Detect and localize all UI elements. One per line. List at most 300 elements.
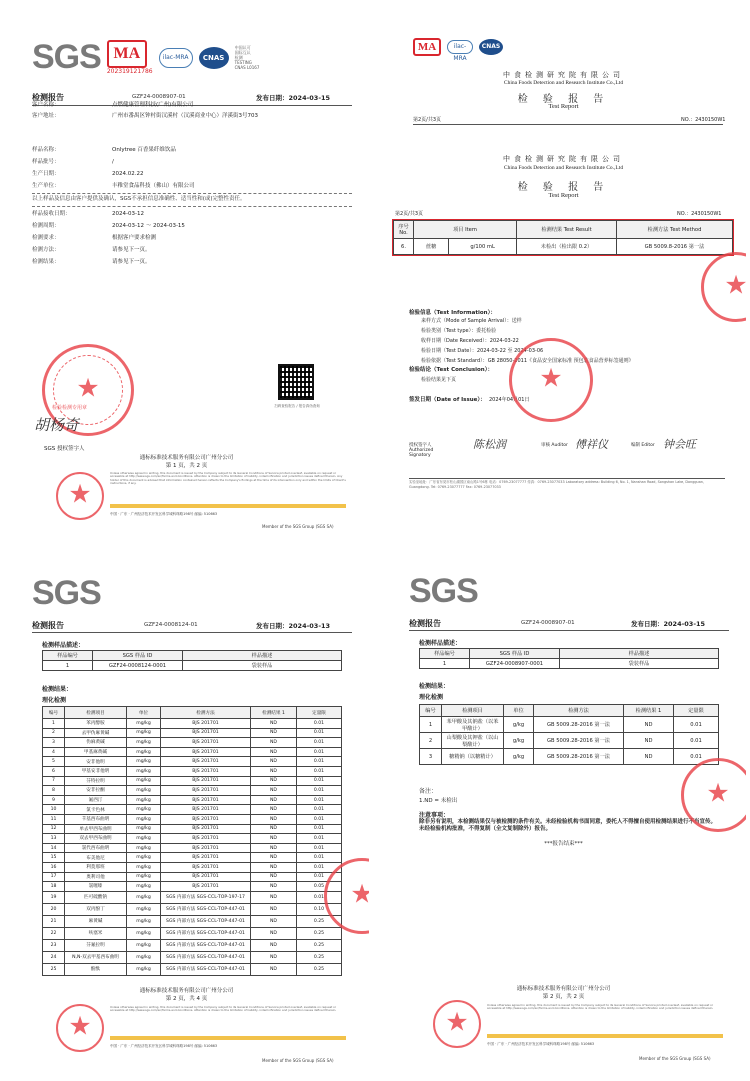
table-cell: 0.01 bbox=[297, 891, 342, 903]
sample-table bbox=[42, 650, 342, 671]
footer-rule bbox=[409, 478, 725, 479]
table-cell: mg/kg bbox=[127, 824, 161, 834]
table-header bbox=[394, 221, 733, 239]
report-number: GZF24-0008907-01 bbox=[132, 94, 186, 100]
table-cell: 0.01 bbox=[297, 786, 342, 796]
table-cell: ND bbox=[251, 915, 297, 927]
table-cell: 糖精钠（以糖精计） bbox=[442, 749, 504, 765]
cnas-caption-line: 检测 bbox=[234, 55, 243, 60]
table-cell: GB 5009.28-2016 第一法 bbox=[534, 749, 624, 765]
table-row bbox=[43, 824, 342, 834]
info-value: 2024-03-22 bbox=[489, 338, 519, 344]
table-cell: ND bbox=[624, 749, 674, 765]
field-value: 丰稚堂食品科技（佛山）有限公司 bbox=[112, 183, 195, 189]
field-label: 检测方法： bbox=[32, 247, 60, 253]
table-cell: 19 bbox=[43, 891, 65, 903]
table-cell: mg/kg bbox=[127, 757, 161, 767]
client-address: 广州市番禺区钟村街汉溪村（汉溪商业中心）洋溪街3号703 bbox=[112, 113, 258, 119]
divider bbox=[32, 193, 352, 194]
table-cell: BJS 201701 bbox=[161, 814, 251, 824]
table-cell: mg/kg bbox=[127, 795, 161, 805]
col-header: 单位 bbox=[127, 707, 161, 719]
table-cell: 安非他明 bbox=[65, 757, 127, 767]
col-header: 检测方法 bbox=[534, 705, 624, 717]
conclusion-text: 检验结果见下页 bbox=[421, 377, 457, 383]
table-cell: ND bbox=[251, 843, 297, 853]
member-note: Member of the SGS Group (SGS SA) bbox=[262, 524, 334, 529]
table-cell: 23 bbox=[43, 939, 65, 951]
table-cell: GB 5009.28-2016 第一法 bbox=[534, 733, 624, 749]
terms-bar bbox=[110, 1036, 346, 1040]
table-row bbox=[43, 728, 342, 738]
table-cell: 氯卡色林 bbox=[65, 805, 127, 815]
table-row bbox=[43, 915, 342, 927]
table-cell: mg/kg bbox=[127, 882, 161, 892]
table-cell: 5 bbox=[43, 757, 65, 767]
table-cell: ND bbox=[251, 939, 297, 951]
client-addr-row bbox=[32, 110, 258, 122]
table-cell: mg/kg bbox=[127, 776, 161, 786]
report-title-en: Test Report bbox=[548, 103, 579, 110]
table-row bbox=[43, 757, 342, 767]
table-cell: mg/kg bbox=[127, 853, 161, 863]
table-cell: 0.25 bbox=[297, 915, 342, 927]
field-label: 客户名称： bbox=[32, 102, 60, 108]
table-cell: ND bbox=[251, 814, 297, 824]
table-cell: ND bbox=[251, 728, 297, 738]
field-value: 2024.02.22 bbox=[112, 171, 144, 177]
table-row bbox=[43, 834, 342, 844]
table-cell: 芬氟拉明 bbox=[65, 939, 127, 951]
table-cell: 0.01 bbox=[297, 824, 342, 834]
info-value: 委托检验 bbox=[476, 328, 497, 334]
issue-date: 2024年04月01日 bbox=[489, 397, 530, 403]
table-cell: 氯噻嗪 bbox=[65, 882, 127, 892]
table-cell: 0.01 bbox=[297, 738, 342, 748]
table-cell: mg/kg bbox=[127, 747, 161, 757]
table-cell: mg/kg bbox=[127, 951, 161, 963]
report-title-cn: 检 验 报 告 bbox=[517, 182, 610, 193]
footer-seal bbox=[433, 1000, 481, 1048]
field-row bbox=[32, 180, 195, 192]
lab-address: 实验室地址：广东省东莞市松山湖园区南山路1号6栋 电话：0769-23077777 传真：0769-23077033 Laboratory address: Building 6, No. 1, Nanshan Road, Songshan Lake, Dongguan, Guangdong. Tel: 0769-23077777 Fax: 0769-23077033 bbox=[409, 480, 704, 489]
table-cell: ND bbox=[251, 795, 297, 805]
table-cell: ND bbox=[251, 882, 297, 892]
table-cell: 伪麻黄碱 bbox=[65, 738, 127, 748]
table-cell: ND bbox=[251, 862, 297, 872]
table-row bbox=[420, 717, 719, 733]
field-value: 2024-03-12 ～ 2024-03-15 bbox=[112, 223, 185, 229]
table-cell: mg/kg bbox=[127, 805, 161, 815]
cnas-caption-line: 中国认可 bbox=[234, 45, 251, 50]
cma-mark: MA bbox=[107, 40, 147, 68]
table-cell: mg/kg bbox=[127, 766, 161, 776]
cell-result: 未检出（检出限 0.2） bbox=[517, 239, 617, 255]
table-cell: ND bbox=[251, 927, 297, 939]
col-header: 样品描述 bbox=[183, 651, 342, 661]
table-cell: g/kg bbox=[504, 733, 534, 749]
logo-row bbox=[32, 38, 259, 77]
org-name-cn: 中食检测研究院有限公司 bbox=[503, 155, 624, 163]
table-cell: BJS 201701 bbox=[161, 719, 251, 729]
field-row bbox=[32, 256, 185, 268]
table-cell: BJS 201701 bbox=[161, 843, 251, 853]
table-row bbox=[43, 963, 342, 975]
table-cell: ND bbox=[624, 717, 674, 733]
footer-company: 通标标准技术服务有限公司广州分公司 bbox=[516, 986, 611, 992]
table-row bbox=[43, 927, 342, 939]
qr-code[interactable] bbox=[278, 364, 314, 400]
table-row bbox=[43, 872, 342, 882]
table-cell: BJS 201701 bbox=[161, 853, 251, 863]
terms-bar bbox=[487, 1034, 723, 1038]
footer-address: 中国 · 广东 · 广州经济技术开发区科学城科珠路198号 邮编: 510663 bbox=[110, 512, 218, 516]
table-cell: 22 bbox=[43, 927, 65, 939]
table-cell: BJS 201701 bbox=[161, 795, 251, 805]
table-cell: BJS 201701 bbox=[161, 766, 251, 776]
info-row bbox=[421, 326, 634, 336]
table-cell: mg/kg bbox=[127, 738, 161, 748]
report-number: GZF24-0008907-01 bbox=[521, 620, 575, 626]
table-cell: 双去甲西布曲明 bbox=[65, 834, 127, 844]
report-page-2-of-2 bbox=[381, 548, 746, 1078]
cnas-caption-line: 国际互认 bbox=[234, 50, 251, 55]
table-cell: GB 5009.28-2016 第一法 bbox=[534, 717, 624, 733]
page-indicator: 第 2 页，共 2 页 bbox=[542, 994, 585, 1000]
table-cell: 苯丙醇胺 bbox=[65, 719, 127, 729]
issue-date-label: 签发日期（Date of Issue）： bbox=[409, 397, 486, 403]
field-row bbox=[32, 156, 195, 168]
col-header: 检测结果 Test Result bbox=[517, 221, 617, 239]
table-row bbox=[43, 843, 342, 853]
table-cell: 0.01 bbox=[297, 853, 342, 863]
table-cell: 氯代西布曲明 bbox=[65, 843, 127, 853]
field-value: / bbox=[112, 159, 114, 165]
table-row bbox=[43, 719, 342, 729]
results-table bbox=[42, 706, 342, 976]
issue-date: 发布日期：2024-03-13 bbox=[256, 622, 331, 630]
info-value: 2024-03-22 至 2024-03-06 bbox=[476, 348, 544, 354]
field-label: 样品接收日期： bbox=[32, 211, 71, 217]
ilac-logo: ilac-MRA bbox=[159, 48, 193, 68]
col-header: 检测结果 1 bbox=[624, 705, 674, 717]
table-cell: mg/kg bbox=[127, 903, 161, 915]
table-cell: mg/kg bbox=[127, 728, 161, 738]
field-row bbox=[32, 144, 195, 156]
report-number: GZF24-0008124-01 bbox=[144, 622, 198, 628]
cnas-caption bbox=[235, 45, 260, 70]
field-value: Onlytree 百香果纤维饮品 bbox=[112, 147, 176, 153]
report-number: NO.：2430150W1 bbox=[681, 117, 726, 123]
table-cell: 11 bbox=[43, 814, 65, 824]
cma-number: 202319121786 bbox=[106, 68, 153, 75]
table-cell: BJS 201701 bbox=[161, 882, 251, 892]
cma-logo bbox=[107, 40, 153, 75]
table-cell: 0.25 bbox=[297, 927, 342, 939]
table-row bbox=[43, 891, 342, 903]
table-cell: SGS 内部方法 SGS-CCL-TOP-197-17 bbox=[161, 891, 251, 903]
table-cell: ND bbox=[251, 776, 297, 786]
table-cell: 12 bbox=[43, 824, 65, 834]
table-header bbox=[420, 649, 719, 659]
sample-table bbox=[419, 648, 719, 669]
table-cell: 0.01 bbox=[297, 872, 342, 882]
col-header: SGS 样品 ID bbox=[470, 649, 560, 659]
table-cell: 0.01 bbox=[297, 747, 342, 757]
col-header: 样品编号 bbox=[420, 649, 470, 659]
cnas-caption-line: CNAS L0167 bbox=[234, 65, 260, 70]
table-cell: 酚酞 bbox=[65, 963, 127, 975]
table-cell: ND bbox=[251, 872, 297, 882]
field-label: 生产单位： bbox=[32, 183, 60, 189]
header-rule bbox=[409, 630, 729, 631]
table-cell: 安非拉酮 bbox=[65, 786, 127, 796]
table-cell: 8 bbox=[43, 786, 65, 796]
table-cell: BJS 201701 bbox=[161, 747, 251, 757]
table-cell: mg/kg bbox=[127, 891, 161, 903]
official-stamp bbox=[701, 252, 746, 322]
footer-seal bbox=[56, 472, 104, 520]
info-value: 送样 bbox=[511, 318, 522, 324]
table-cell: BJS 201701 bbox=[161, 834, 251, 844]
table-cell: 1 bbox=[43, 719, 65, 729]
signature-auditor: 傅祥仪 bbox=[575, 438, 608, 451]
cma-logo: MA bbox=[413, 38, 441, 56]
table-cell: 1 bbox=[420, 717, 442, 733]
table-cell: N,N-双去甲基西布曲明 bbox=[65, 951, 127, 963]
table-cell: ND bbox=[251, 738, 297, 748]
table-cell: 山梨酸及其钾盐（以山梨酸计） bbox=[442, 733, 504, 749]
field-row bbox=[32, 168, 195, 180]
terms-text: Unless otherwise agreed in writing, this document is issued by the Company subject to its General Conditions of Service printed overleaf, available on request or accessible at http://www.sgs.com/en/Terms-and-Conditions. Attention is drawn to the limitation of liability, indemnification and jurisdiction issues defined therein. bbox=[110, 1006, 337, 1013]
sample-desc-title: 检测样品描述： bbox=[419, 640, 462, 647]
table-cell: 0.01 bbox=[297, 757, 342, 767]
table-row bbox=[43, 862, 342, 872]
notice-text: 除非另有说明，本检测结果仅与被检测的条件有关。未经检验机构书面同意，委托人不得擅自使用检测结果进行不当宣传。未经检验机构批准，不得复制（全文复制除外）报告。 bbox=[419, 819, 717, 832]
table-cell: 16 bbox=[43, 862, 65, 872]
official-stamp bbox=[509, 338, 593, 422]
table-row bbox=[43, 738, 342, 748]
table-cell: BJS 201701 bbox=[161, 824, 251, 834]
page-label: 第2页/共3页 bbox=[395, 211, 424, 217]
report-title: 检测报告 bbox=[32, 621, 64, 630]
table-cell: 芬特拉明 bbox=[65, 776, 127, 786]
table-row bbox=[43, 661, 342, 671]
sample-desc-title: 检测样品描述： bbox=[42, 642, 85, 649]
col-header: 项目 Item bbox=[414, 221, 517, 239]
editor-label: 编制 Editor bbox=[631, 443, 655, 448]
table-cell: mg/kg bbox=[127, 786, 161, 796]
table-row bbox=[394, 239, 733, 255]
qr-caption: 扫码查验报告 / 报告真伪查询 bbox=[274, 404, 320, 408]
table-row bbox=[43, 853, 342, 863]
table-cell: 3 bbox=[43, 738, 65, 748]
table-cell: 0.01 bbox=[297, 795, 342, 805]
report-page-cfdri bbox=[381, 2, 746, 532]
cell-unit: g/100 mL bbox=[449, 239, 517, 255]
table-cell: 0.01 bbox=[297, 834, 342, 844]
divider bbox=[32, 206, 352, 207]
table-cell: 利莫那班 bbox=[65, 862, 127, 872]
info-row bbox=[421, 316, 634, 326]
table-cell: 9 bbox=[43, 795, 65, 805]
table-cell: 0.01 bbox=[297, 862, 342, 872]
table-cell: ND bbox=[251, 891, 297, 903]
signer-label: SGS 授权签字人 bbox=[44, 446, 85, 452]
table-cell: 18 bbox=[43, 882, 65, 892]
table-cell: 6 bbox=[43, 766, 65, 776]
table-cell: 7 bbox=[43, 776, 65, 786]
table-cell: 3 bbox=[420, 749, 442, 765]
table-cell: BJS 201701 bbox=[161, 738, 251, 748]
table-cell: ND bbox=[251, 903, 297, 915]
table-cell: 呋塞米 bbox=[65, 927, 127, 939]
table-row bbox=[43, 786, 342, 796]
col-header: 检测方法 bbox=[161, 707, 251, 719]
table-cell: 苯甲酸及其钠盐（以苯甲酸计） bbox=[442, 717, 504, 733]
field-row bbox=[32, 220, 185, 232]
col-header: 检测结果 1 bbox=[251, 707, 297, 719]
table-cell: 布美他尼 bbox=[65, 853, 127, 863]
test-fields bbox=[32, 208, 185, 268]
table-row bbox=[43, 903, 342, 915]
table-cell: ND bbox=[624, 733, 674, 749]
table-cell: 0.25 bbox=[297, 963, 342, 975]
col-header: 编号 bbox=[43, 707, 65, 719]
cell-item: 蔗糖 bbox=[414, 239, 449, 255]
col-header: 单位 bbox=[504, 705, 534, 717]
stamp-label: 检验检测专用章 bbox=[52, 405, 88, 411]
table-cell: BJS 201701 bbox=[161, 872, 251, 882]
footer-company: 通标标准技术服务有限公司广州分公司 bbox=[139, 988, 234, 994]
table-cell: mg/kg bbox=[127, 963, 161, 975]
col-header: 检测方法 Test Method bbox=[617, 221, 733, 239]
notice-label: 注意事项： bbox=[419, 812, 450, 819]
results-table bbox=[419, 704, 719, 765]
table-cell: 0.05 bbox=[297, 882, 342, 892]
member-note: Member of the SGS Group (SGS SA) bbox=[262, 1058, 334, 1063]
table-cell: 17 bbox=[43, 872, 65, 882]
table-cell: 20 bbox=[43, 903, 65, 915]
table-cell: 13 bbox=[43, 834, 65, 844]
col-header: 样品编号 bbox=[43, 651, 93, 661]
section-title: 理化检测 bbox=[42, 697, 67, 704]
signature-editor: 钟会旺 bbox=[663, 438, 696, 451]
table-cell: ND bbox=[251, 824, 297, 834]
table-cell: 苄基西布曲明 bbox=[65, 814, 127, 824]
cell: 1 bbox=[43, 661, 93, 671]
disclaimer-note: 以上样品及信息由客户提供及确认，SGS不承担信息准确性、适当性和(或)完整性责任。 bbox=[32, 196, 246, 202]
table-row bbox=[43, 795, 342, 805]
table-cell: 单去甲西布曲明 bbox=[65, 824, 127, 834]
table-cell: 0.25 bbox=[297, 951, 342, 963]
table-cell: 0.01 bbox=[297, 766, 342, 776]
terms-text: Unless otherwise agreed in writing, this document is issued by the Company subject to its General Conditions of Service printed overleaf, available on request or accessible at http://www.sgs.com/en/Terms-and-Conditions. Attention is drawn to the limitation of liability, indemnification and jurisdiction issues defined therein. bbox=[487, 1004, 714, 1011]
ilac-logo: ilac-MRA bbox=[447, 40, 473, 54]
info-label: 收样日期（Date Received）： bbox=[421, 338, 490, 344]
issue-date: 发布日期：2024-03-15 bbox=[631, 620, 706, 628]
report-title: 检测报告 bbox=[32, 93, 64, 102]
page-indicator: 第 1 页，共 2 页 bbox=[165, 463, 208, 469]
sgs-logo: SGS bbox=[32, 38, 101, 76]
table-cell: 0.01 bbox=[297, 843, 342, 853]
table-cell: mg/kg bbox=[127, 927, 161, 939]
table-cell: 0.25 bbox=[297, 939, 342, 951]
cnas-caption-line: TESTING bbox=[234, 60, 252, 65]
table-cell: mg/kg bbox=[127, 814, 161, 824]
table-cell: 24 bbox=[43, 951, 65, 963]
org-name-cn: 中食检测研究院有限公司 bbox=[503, 71, 624, 79]
field-label: 检测周期： bbox=[32, 223, 60, 229]
info-label: 检验类别（Test type）： bbox=[421, 328, 477, 334]
remark-label: 备注： bbox=[419, 788, 438, 795]
table-cell: 去甲伪麻黄碱 bbox=[65, 728, 127, 738]
table-cell: 0.10 bbox=[297, 903, 342, 915]
official-stamp bbox=[681, 758, 746, 832]
col-header: 检测项目 bbox=[65, 707, 127, 719]
table-row bbox=[43, 814, 342, 824]
table-cell: 0.01 bbox=[297, 728, 342, 738]
terms-bar bbox=[110, 504, 346, 508]
table-cell: ND bbox=[251, 766, 297, 776]
table-cell: BJS 201701 bbox=[161, 728, 251, 738]
table-cell: BJS 201701 bbox=[161, 805, 251, 815]
cell: 1 bbox=[420, 659, 470, 669]
table-cell: 甲基安非他明 bbox=[65, 766, 127, 776]
table-row bbox=[43, 951, 342, 963]
table-cell: 0.01 bbox=[674, 717, 719, 733]
table-row bbox=[43, 805, 342, 815]
col-header: 编号 bbox=[420, 705, 442, 717]
sample-fields bbox=[32, 144, 195, 192]
col-header: 定量限 bbox=[674, 705, 719, 717]
table-cell: SGS 内部方法 SGS-CCL-TOP-447-01 bbox=[161, 939, 251, 951]
table-cell: g/kg bbox=[504, 717, 534, 733]
table-cell: 15 bbox=[43, 853, 65, 863]
remark-text: 1.ND = 未检出 bbox=[419, 798, 458, 804]
table-cell: 14 bbox=[43, 843, 65, 853]
table-cell: ND bbox=[251, 951, 297, 963]
report-title: 检测报告 bbox=[409, 619, 441, 628]
table-cell: ND bbox=[251, 963, 297, 975]
table-cell: 10 bbox=[43, 805, 65, 815]
table-cell: SGS 内部方法 SGS-CCL-TOP-447-01 bbox=[161, 903, 251, 915]
org-name-en: China Foods Detection and Research Institute Co.,Ltd bbox=[503, 165, 624, 171]
field-value: 请参见下一页。 bbox=[112, 259, 151, 265]
field-label: 样品名称： bbox=[32, 147, 60, 153]
report-page-1 bbox=[4, 2, 369, 532]
field-label: 生产日期： bbox=[32, 171, 60, 177]
field-label: 样品批号： bbox=[32, 159, 60, 165]
auditor-label: 审核 Auditor bbox=[541, 443, 568, 448]
col-header: 序号 No. bbox=[394, 221, 414, 239]
table-cell: ND bbox=[251, 719, 297, 729]
table-cell: 0.01 bbox=[297, 805, 342, 815]
cell: GZF24-0008124-0001 bbox=[93, 661, 183, 671]
cnas-logo: CNAS bbox=[199, 47, 229, 69]
table-cell: 4 bbox=[43, 747, 65, 757]
conclusion-title: 检验结论（Test Conclusion）： bbox=[409, 367, 493, 373]
cell-no: 6. bbox=[394, 239, 414, 255]
cell: 袋装样品 bbox=[560, 659, 719, 669]
col-header: 定量限 bbox=[297, 707, 342, 719]
terms-text: Unless otherwise agreed in writing, this document is issued by the Company subject to its General Conditions of Service printed overleaf, available on request or accessible at http://www.sgs.com/en/Terms-and-Conditions. Attention is drawn to the limitation of liability, indemnification and jurisdiction issues defined therein. Any holder of this document is advised that information contained hereon reflects the Company's findings at the time of its intervention only and within the limits of Client's instructions, if any. bbox=[110, 472, 346, 486]
field-row bbox=[32, 208, 185, 220]
header-rule bbox=[413, 124, 723, 125]
table-cell: ND bbox=[251, 757, 297, 767]
sgs-logo: SGS bbox=[32, 574, 101, 612]
table-cell: 0.01 bbox=[674, 733, 719, 749]
